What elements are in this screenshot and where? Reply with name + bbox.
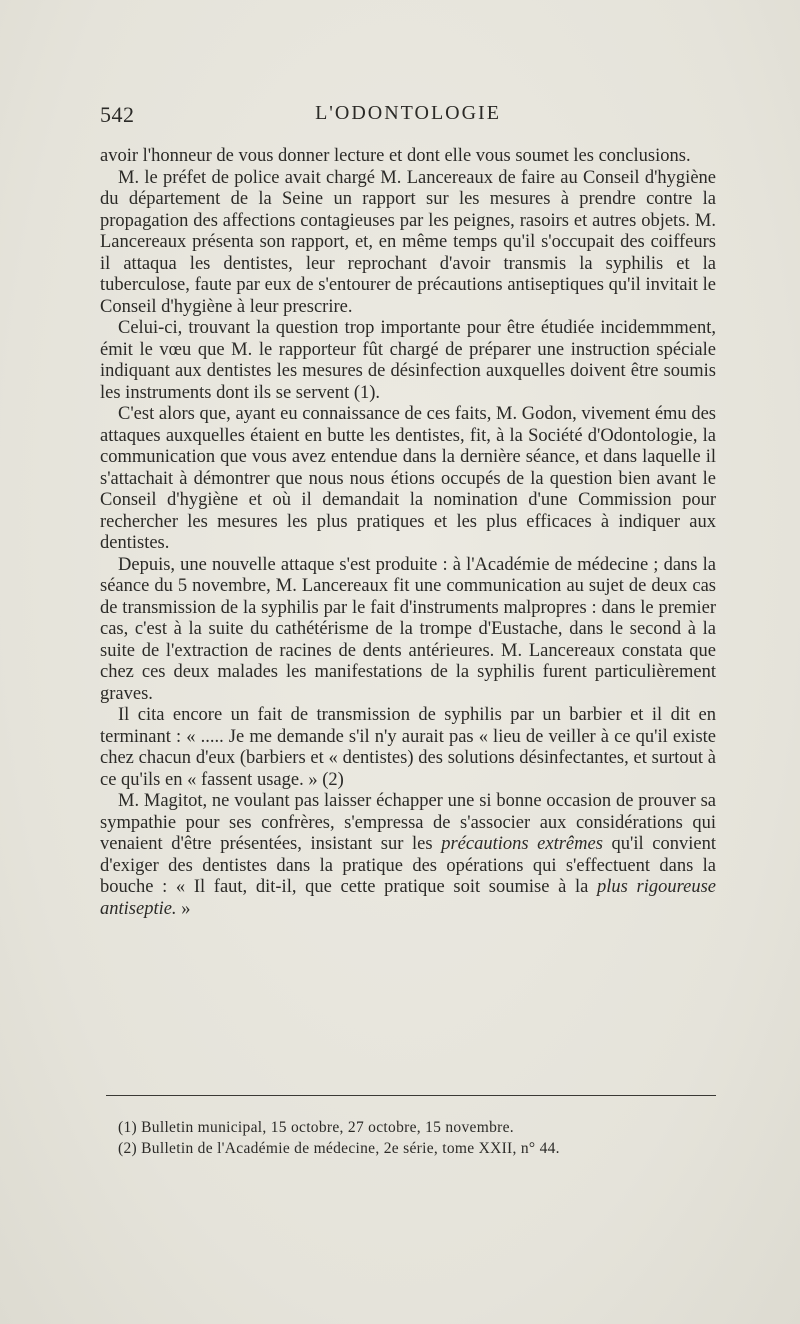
paragraph: Il cita encore un fait de transmission de syphilis par un barbier et il dit en terminant : « ..... Je me demande s'il n'y aurait pas « lieu de veiller à ce qu'il existe chez chacun d'eux (barbiers et « dentistes) des solutions désinfectantes, et surtout à ce qu'ils en « fassent usage. » (2) [100, 705, 716, 790]
paragraph: Celui-ci, trouvant la question trop importante pour être étudiée incidemmment, émit le vœu que M. le rapporteur fût chargé de préparer une instruction spéciale indiquant aux dentistes les mesures de désinfection auxquelles doivent être soumis les instruments dont ils se servent (1). [100, 318, 716, 403]
footnote-divider [106, 1095, 716, 1096]
footnote: (2) Bulletin de l'Académie de médecine, 2e série, tome XXII, n° 44. [118, 1140, 560, 1157]
body-text [100, 146, 716, 920]
text-run: qu'il convient d'exiger des dentistes dans la pratique des opérations qui s'effectuent dans la bouche : « Il faut, dit-il, que cette pratique soit soumise à la [100, 834, 716, 897]
footnotes [118, 1117, 718, 1159]
page-header [100, 100, 716, 136]
paragraph: C'est alors que, ayant eu connaissance de ces faits, M. Godon, vivement ému des attaques auxquelles étaient en butte les dentistes, fit, à la Société d'Odontologie, la communication que vous avez entendue dans la dernière séance, et dans laquelle il s'attachait à démontrer que nous nous étions occupés de la question bien avant le Conseil d'hygiène et où il demandait la nomination d'une Commission pour rechercher les mesures les plus pratiques et les plus efficaces à indiquer aux dentistes. [100, 404, 716, 553]
paragraph [100, 791, 716, 920]
footnote: (1) Bulletin municipal, 15 octobre, 27 octobre, 15 novembre. [118, 1119, 514, 1136]
page-number: 542 [100, 102, 135, 127]
running-title: L'ODONTOLOGIE [315, 102, 501, 124]
text-run: » [176, 898, 191, 919]
paragraph: avoir l'honneur de vous donner lecture et dont elle vous soumet les conclusions. [100, 146, 691, 166]
paragraph: M. le préfet de police avait chargé M. Lancereaux de faire au Conseil d'hygiène du département de la Seine un rapport sur les mesures à prendre contre la propagation des affections contagieuses par les peignes, rasoirs et autres objets. M. Lancereaux présenta son rapport, et, en même temps qu'il s'occupait des coiffeurs il attaqua les dentistes, leur reprochant d'avoir transmis la syphilis et la tuberculose, faute par eux de s'entourer de précautions antiseptiques qu'il invitait le Conseil d'hygiène à leur prescrire. [100, 167, 716, 317]
italic-phrase: plus rigoureuse antiseptie. [100, 877, 716, 919]
italic-phrase: précautions extrêmes [441, 834, 603, 854]
text-run: M. Magitot, ne voulant pas laisser échapper une si bonne occasion de prouver sa sympathie pour ses confrères, s'empressa de s'associer aux considérations qui venaient d'être présentées, insistant sur les [100, 791, 716, 854]
paragraph: Depuis, une nouvelle attaque s'est produite : à l'Académie de médecine ; dans la séance du 5 novembre, M. Lancereaux fit une communication au sujet de deux cas de transmission de la syphilis par le fait d'instruments malpropres : dans le premier cas, c'est à la suite du cathétérisme de la trompe d'Eustache, dans le second à la suite de l'extraction de racines de dents antérieures. M. Lancereaux constata que chez ces deux malades les manifestations de la syphilis furent particulièrement graves. [100, 554, 716, 704]
